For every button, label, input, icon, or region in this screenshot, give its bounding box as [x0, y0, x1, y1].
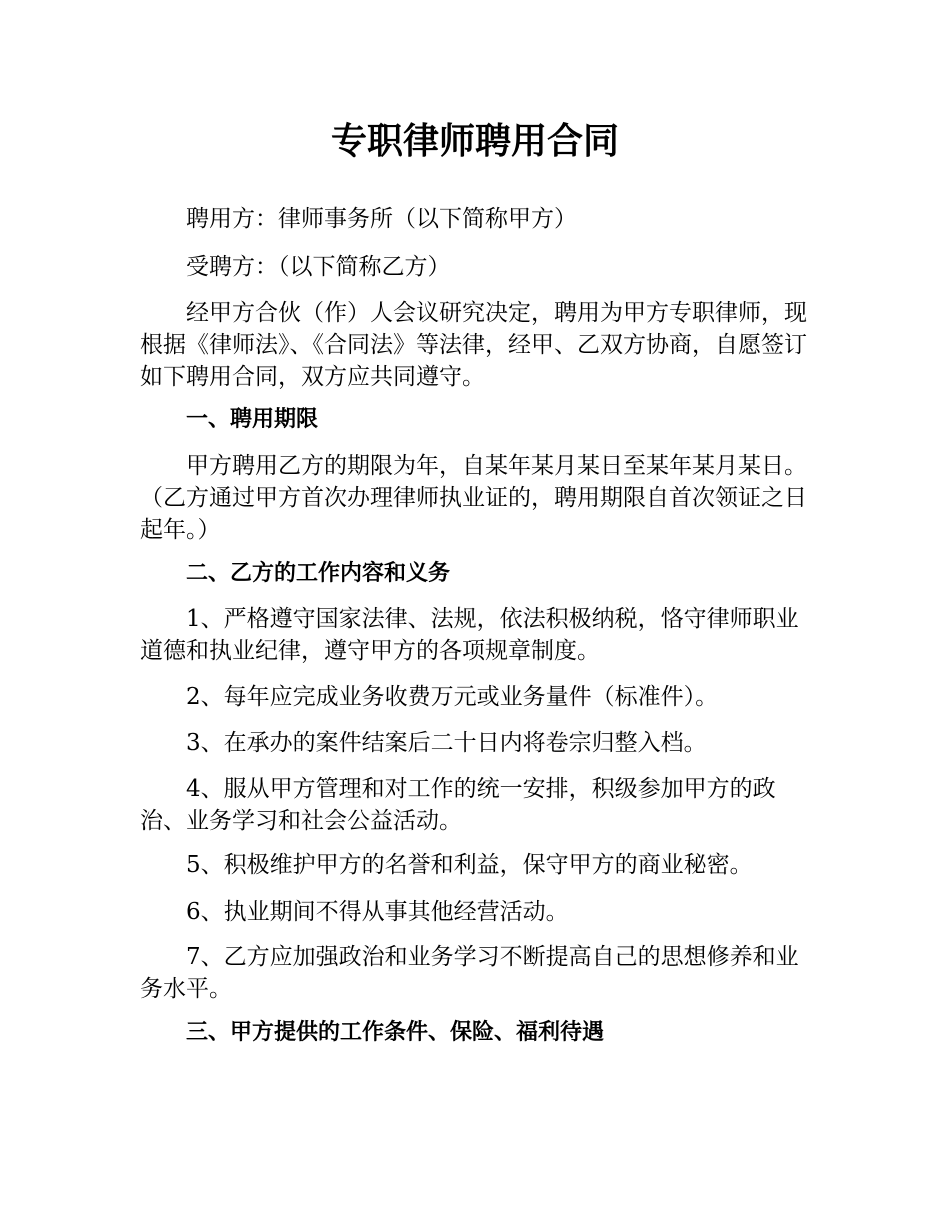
section-2-item: 3、在承办的案件结案后二十日内将卷宗归整入档。 — [186, 730, 707, 756]
section-2-item: 4、服从甲方管理和对工作的统一安排，积级参加甲方的政治、业务学习和社会公益活动。 — [140, 776, 776, 834]
intro-paragraph: 经甲方合伙（作）人会议研究决定，聘用为甲方专职律师，现根据《律师法》、《合同法》等法律，经甲、乙双方协商，自愿签订如下聘用合同，双方应共同遵守。 — [140, 300, 807, 390]
section-2-item: 7、乙方应加强政治和业务学习不断提高自己的思想修养和业务水平。 — [140, 944, 799, 1002]
section-2-heading: 二、乙方的工作内容和义务 — [186, 561, 451, 586]
section-2-item: 6、执业期间不得从事其他经营活动。 — [186, 899, 569, 925]
document-title: 专职律师聘用合同 — [330, 121, 619, 162]
section-3-heading: 三、甲方提供的工作条件、保险、福利待遇 — [186, 1020, 605, 1045]
section-1-body: 甲方聘用乙方的期限为年，自某年某月某日至某年某月某日。（乙方通过甲方首次办理律师执业证的，聘用期限自首次领证之日起年。） — [140, 453, 807, 543]
section-2-item: 1、严格遵守国家法律、法规，依法积极纳税，恪守律师职业道德和执业纪律，遵守甲方的各项规章制度。 — [140, 606, 799, 664]
section-2-item: 2、每年应完成业务收费万元或业务量件（标准件）。 — [186, 684, 719, 710]
section-2-item: 5、积极维护甲方的名誉和利益，保守甲方的商业秘密。 — [186, 852, 753, 878]
section-1-heading: 一、聘用期限 — [186, 407, 319, 432]
employee-line: 受聘方：（以下简称乙方） — [186, 254, 451, 280]
employer-line: 聘用方：律师事务所（以下简称甲方） — [186, 206, 577, 232]
